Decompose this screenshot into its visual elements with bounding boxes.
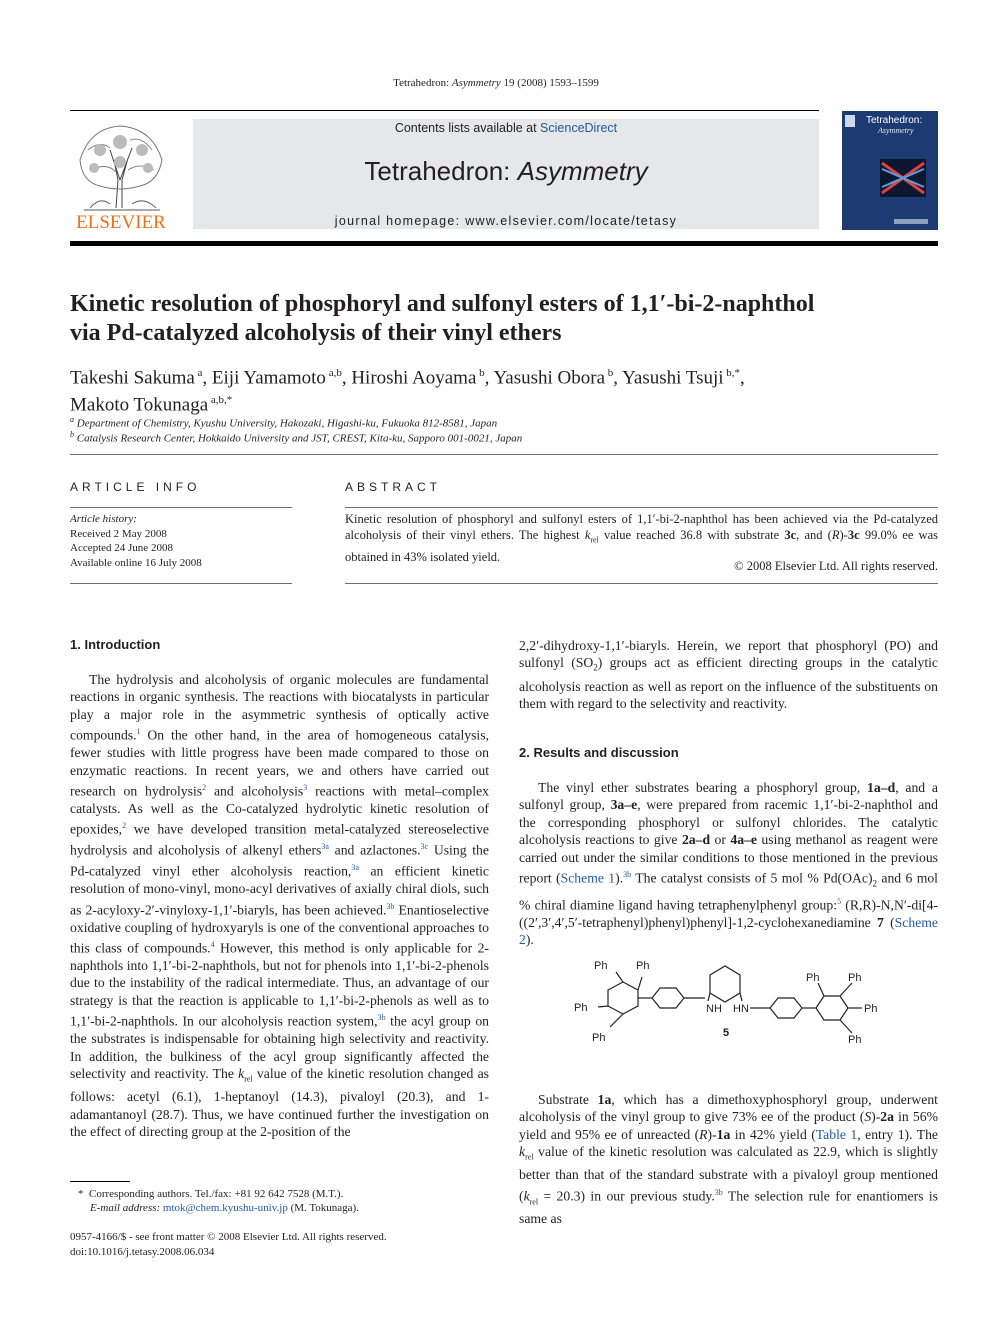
elsevier-wordmark: ELSEVIER [76, 212, 166, 233]
ph-label: Ph [848, 1034, 862, 1046]
right-aryl-ring [816, 996, 848, 1020]
author[interactable]: Makoto Tokunaga [70, 394, 209, 416]
header-top-rule [70, 110, 819, 111]
author[interactable]: Yasushi Tsuji [622, 367, 724, 389]
table1-link[interactable]: Table 1 [815, 1126, 858, 1142]
ph-label: Ph [806, 972, 820, 984]
contents-line: Contents lists available at ScienceDirect [394, 121, 618, 135]
author[interactable]: Takeshi Sakuma [70, 367, 195, 389]
author[interactable]: Yasushi Obora [493, 367, 606, 389]
journal-homepage: journal homepage: www.elsevier.com/locate/tetasy [334, 214, 678, 228]
footnote-corresponding: * Corresponding authors. Tel./fax: +81 92 642 7528 (M.T.). [78, 1188, 344, 1200]
left-phenylene-ring [652, 988, 684, 1008]
results-body-2: Substrate 1a, which has a dimethoxyphosphoryl group, underwent alcoholysis of the vinyl group to give 73% ee of the product (S)-2a in 56% yield and 95% ee of unreacted (R)-1a in 42% yield (Table 1, entry 1). The $k_{rel}$ value of the kinetic resolution was calculated as 22.9, which is slightly better than that of the standard substrate with a pivaloyl group mentioned $(k_{rel} = 20.3)$ in our previous study.$^{3b}$ The selection rule for enantiomers is same as [519, 1092, 939, 1227]
intro-heading: 1. Introduction [70, 637, 161, 652]
left-aryl-ring [608, 982, 638, 1014]
intro-body: The hydrolysis and alcoholysis of organic molecules are fundamental reactions in organic synthesis. The reactions with biocatalysts in particular play a major role in the asymmetric synthesis of optically active compounds.$^1$ On the other hand, in the area of homogeneous catalysis, fewer studies with little progress have been made compared to those on enzymatic reactions. In recent years, we and others have carried out research on hydrolysis$^2$ and alcoholysis$^3$ reactions with metal–complex catalysts. As well as the Co-catalyzed hydrolytic kinetic resolution of epoxides,$^2$ we have developed transition metal-catalyzed stereoselective hydrolysis and alcoholysis of alkenyl ethers$^{3a}$ and azlactones.$^{3c}$ Using the Pd-catalyzed vinyl ether alcoholysis reaction,$^{3a}$ an efficient kinetic resolution of mono-vinyl, mono-acyl derivatives of axially chiral diols, such as 2-acyloxy-2′-vinyloxy-1,1′-biaryls, has been achieved.$^{3b}$ Enantioselective oxidative coupling of hydroxyaryls is one of the conventional approaches to this class of compounds.$^4$ However, this method is only applicable for 2-naphthols into 1,1′-bi-2-naphthols, but not for phenols into 1,1′-bi-2-phenols due to the instability of the radical intermediate. Thus, an advantage of our strategy is that the reaction is applicable to 1,1′-bi-2-phenols as well as to 1,1′-bi-2-naphthols. In our alcoholysis reaction system,$^{3b}$ the acyl group on the substrates is indispensable for obtaining high selectivity and reactivity. In addition, the bulkiness of the acyl group significantly affected the selectivity and reactivity. The $k_{rel}$ value of the kinetic resolution changed as follows: acetyl (6.1), 1-heptanoyl (14.3), pivaloyl (20.3), and 1-adamantanoyl (28.7). Thus, we have continued further the investigation on the effect of directing group at the 2-position of the [70, 672, 490, 1139]
homepage-link[interactable]: www.elsevier.com/locate/tetasy [465, 214, 678, 228]
sciencedirect-link[interactable]: ScienceDirect [540, 121, 618, 135]
author[interactable]: Eiji Yamamoto [211, 367, 326, 389]
header-thick-rule [70, 241, 938, 246]
hn-label: HN [733, 1003, 749, 1015]
article-history: Article history: Received 2 May 2008 Accepted 24 June 2008 Available online 16 July 2008 [70, 513, 202, 569]
divider [70, 583, 292, 584]
intro-continued: 2,2′-dihydroxy-1,1′-biaryls. Herein, we report that phosphoryl (PO) and sulfonyl $(SO_2)$ groups act as efficient directing groups in the catalytic alcoholysis reaction as well as report on the influence of the substituents on them with regard to the selectivity and reactivity. [519, 638, 938, 711]
doi-line: doi:10.1016/j.tetasy.2008.06.034 [70, 1246, 215, 1258]
divider [70, 507, 292, 508]
journal-cover [842, 111, 938, 230]
ph-label: Ph [864, 1003, 878, 1015]
ph-label: Ph [636, 960, 650, 972]
divider [345, 583, 938, 584]
article-info-heading: ARTICLE INFO [70, 480, 201, 494]
author[interactable]: Hiroshi Aoyama [351, 367, 477, 389]
author-list: Takeshi Sakuma $^a$, Eiji Yamamoto $^{a,b}$, Hiroshi Aoyama $^b$, Yasushi Obora $^b$, Yasushi Tsuji $^{b,*}$, Makoto Tokunaga $^{a,b,*}$ [70, 367, 745, 416]
structure-5-diagram [570, 955, 890, 1055]
divider [345, 507, 938, 508]
footnote-rule [70, 1181, 130, 1182]
affiliation-b: $^b$ Catalysis Research Center, Hokkaido University and JST, CREST, Kita-ku, Sapporo 001-0021, Japan [70, 430, 523, 445]
article-title: Kinetic resolution of phosphoryl and sulfonyl esters of 1,1′-bi-2-naphthol via Pd-catalyzed alcoholysis of their vinyl ethers [70, 291, 815, 346]
journal-citation: Tetrahedron: Asymmetry 19 (2008) 1593–1599 [393, 77, 599, 89]
ph-label: Ph [574, 1002, 588, 1014]
issn-line: 0957-4166/$ - see front matter © 2008 Elsevier Ltd. All rights reserved. [70, 1231, 387, 1243]
ph-label: Ph [848, 972, 862, 984]
journal-title: Tetrahedron: Asymmetry [364, 156, 648, 186]
cover-title: Tetrahedron: [866, 115, 923, 126]
right-phenylene-ring [770, 998, 802, 1018]
abstract-copyright: © 2008 Elsevier Ltd. All rights reserved. [734, 559, 938, 573]
footnote-email: E-mail address: mtok@chem.kyushu-univ.jp (M. Tokunaga). [90, 1202, 359, 1214]
ph-label: Ph [592, 1032, 606, 1044]
ph-label: Ph [594, 960, 608, 972]
abstract-heading: ABSTRACT [345, 480, 442, 494]
cover-graphic [880, 159, 926, 197]
compound-number: 5 [723, 1027, 730, 1039]
affiliation-a: $^a$ Department of Chemistry, Kyushu University, Hakozaki, Higashi-ku, Fukuoka 812-8581, Japan [70, 415, 498, 430]
email-link[interactable]: mtok@chem.kyushu-univ.jp [162, 1202, 288, 1214]
results-body: The vinyl ether substrates bearing a phosphoryl group, 1a–d, and a sulfonyl group, 3a–e, were prepared from racemic 1,1′-bi-2-naphthol and the corresponding phosphoryl or sulfonyl chlorides. The catalytic alcoholysis reactions to give 2a–d or 4a–e using methanol as reagent were carried out under the similar conditions to those mentioned in the previous report (Scheme 1).$^{3b}$ The catalyst consists of 5 mol % $Pd(OAc)_2$ and 6 mol % chiral diamine ligand having tetraphenylphenyl group:$^5$ (R,R)-N,N′-di[4-((2′,3′,4′,5′-tetraphenyl)phenyl)phenyl]-1,2-cyclohexanediamine 7 (Scheme 2). [519, 780, 938, 948]
cover-subtitle: Asymmetry [878, 126, 914, 135]
nh-label: NH [706, 1003, 722, 1015]
abstract-text: Kinetic resolution of phosphoryl and sulfonyl esters of 1,1′-bi-2-naphthol has been achieved via the Pd-catalyzed alcoholysis of their vinyl ethers. The highest $k_{rel}$ value reached 36.8 with substrate 3c, and (R)-3c 99.0% ee was obtained in 43% isolated yield. [345, 512, 939, 564]
cyclohexane-ring [710, 966, 740, 1002]
scheme1-link[interactable]: Scheme 1 [560, 870, 616, 886]
results-heading: 2. Results and discussion [519, 745, 679, 760]
scheme2-link[interactable]: Scheme 2 [519, 914, 938, 948]
divider [70, 454, 938, 455]
